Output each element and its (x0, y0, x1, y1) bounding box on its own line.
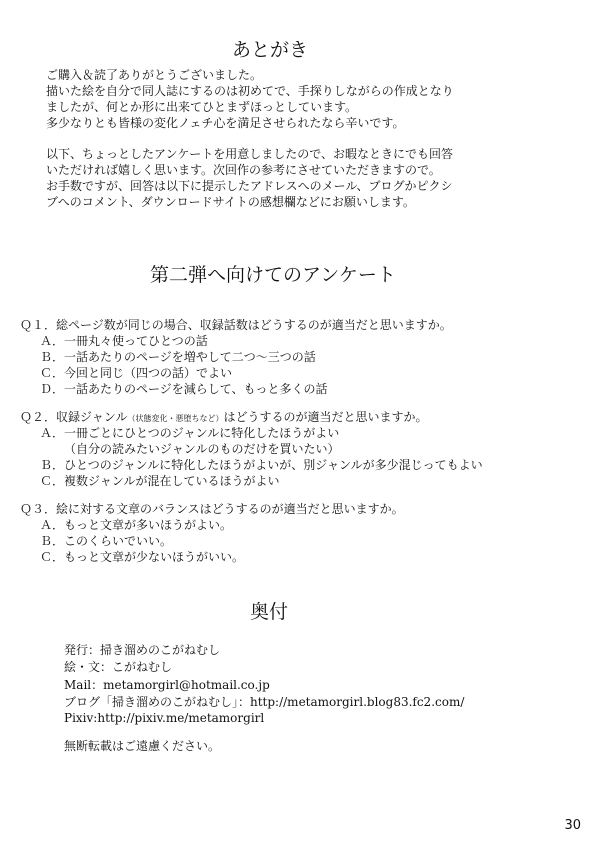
page-number: 30 (564, 818, 581, 833)
colophon-notice: 無断転載はご遠慮ください。 (64, 739, 221, 753)
q1-option-a: Ａ．一冊丸々使ってひとつの話 (40, 334, 208, 348)
q2-question-note: （状態変化・悪堕ちなど） (127, 414, 224, 423)
afterword-line: お手数ですが、回答は以下に提示したアドレスへのメール、ブログかピクシ (46, 179, 453, 193)
q2-question (20, 410, 427, 426)
afterword-line: ご購入＆読了ありがとうございました。 (46, 68, 263, 82)
colophon-mail: Mail：metamorgirl@hotmail.co.jp (64, 678, 270, 692)
q1-question: Ｑ１．総ページ数が同じの場合、収録話数はどうするのが適当だと思いますか。 (20, 318, 452, 332)
afterword-line: いただければ嬉しく思います。次回作の参考にさせていただきますので。 (46, 163, 441, 177)
afterword-line: ましたが、何とか形に出来てひとまずほっとしています。 (46, 100, 358, 114)
afterword-title: あとがき (232, 39, 309, 61)
q2-option-a-note: （自分の読みたいジャンルのものだけを買いたい） (64, 442, 340, 456)
q1-option-b: Ｂ．一話あたりのページを増やして二つ～三つの話 (40, 350, 316, 364)
afterword-line: 多少なりとも皆様の変化ノェチ心を満足させられたなら辛いです。 (46, 116, 405, 130)
q3-option-a: Ａ．もっと文章が多いほうがよい。 (40, 518, 233, 532)
q2-option-c: Ｃ．複数ジャンルが混在しているほうがよい (40, 474, 280, 488)
q3-question: Ｑ３．絵に対する文章のバランスはどうするのが適当だと思いますか。 (20, 502, 404, 516)
q3-option-b: Ｂ．このくらいでいい。 (40, 534, 173, 548)
afterword-line: ブへのコメント、ダウンロードサイトの感想欄などにお願いします。 (46, 195, 415, 209)
q1-option-c: Ｃ．今回と同じ（四つの話）でよい (40, 366, 233, 380)
q2-option-b: Ｂ．ひとつのジャンルに特化したほうがよいが、別ジャンルが多少混じってもよい (40, 458, 483, 472)
q2-question-end: はどうするのが適当だと思いますか。 (223, 410, 428, 424)
q1-option-d: Ｄ．一話あたりのページを減らして、もっと多くの話 (40, 382, 328, 396)
colophon-pixiv: Pixiv:http://pixiv.me/metamorgirl (64, 711, 265, 725)
q2-question-start: Ｑ２．収録ジャンル (20, 410, 128, 424)
q3-option-c: Ｃ．もっと文章が少ないほうがいい。 (40, 550, 245, 564)
colophon-blog: ブログ「掃き溜めのこがねむし」：http://metamorgirl.blog83.fc2.com/ (64, 695, 465, 709)
q2-option-a: Ａ．一冊ごとにひとつのジャンルに特化したほうがよい (40, 426, 340, 440)
afterword-line: 以下、ちょっとしたアンケートを用意しましたので、お暇なときにでも回答 (46, 147, 454, 161)
afterword-line: 描いた絵を自分で同人誌にするのは初めてで、手探りしながらの作成となり (46, 84, 454, 98)
colophon-author: 絵・文：こがねむし (64, 660, 173, 674)
survey-title: 第二弾へ向けてのアンケート (150, 264, 396, 286)
colophon-title: 奥付 (250, 601, 289, 623)
colophon-publisher: 発行：掃き溜めのこがねむし (64, 643, 221, 657)
